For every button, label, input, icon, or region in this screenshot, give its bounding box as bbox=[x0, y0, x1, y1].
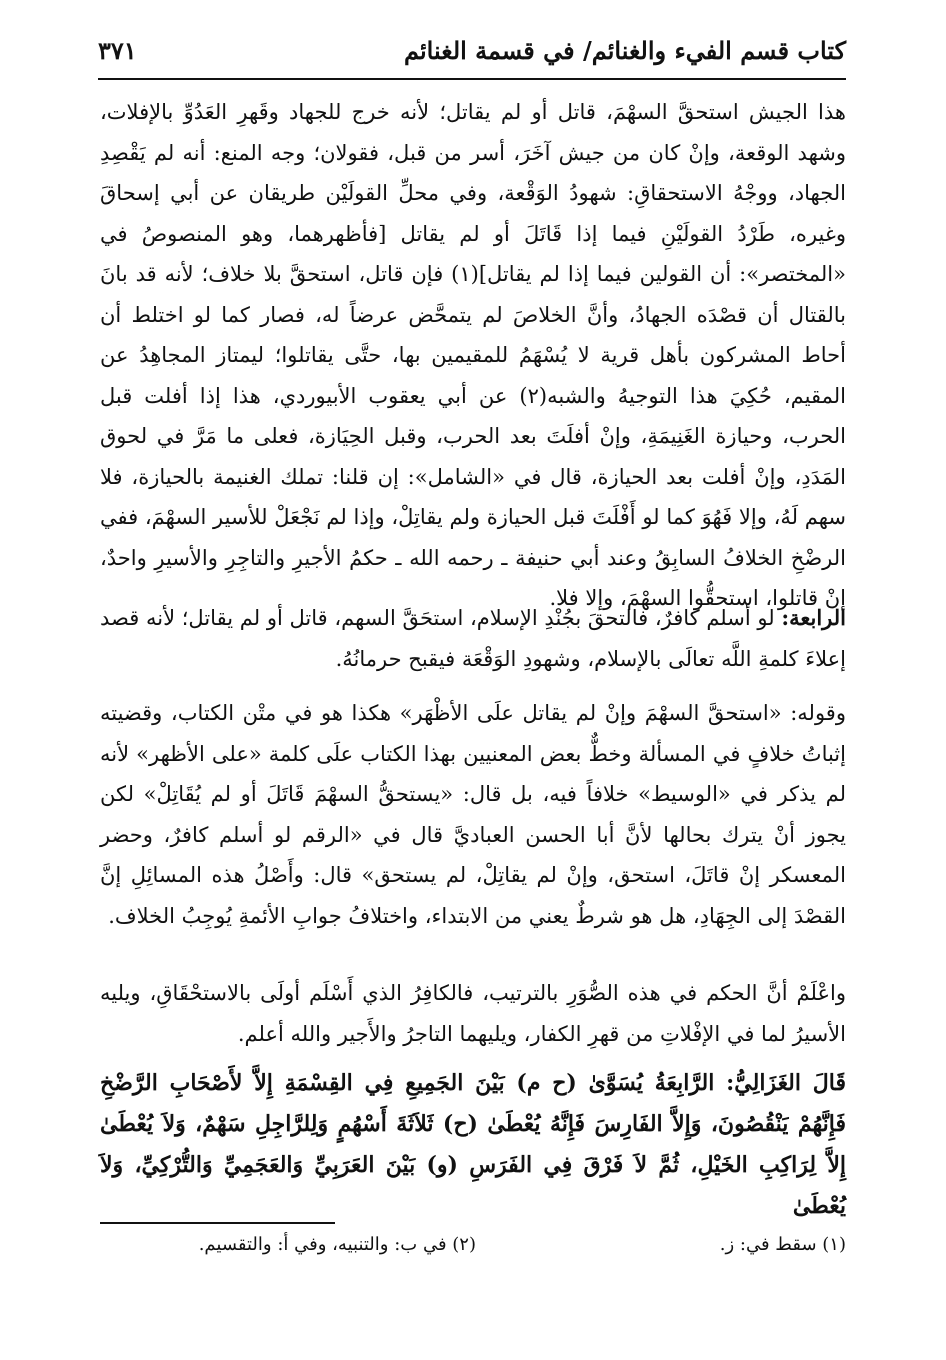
running-head: كتاب قسم الفيء والغنائم/ في قسمة الغنائم bbox=[404, 36, 846, 65]
paragraph-4: واعْلَمْ أنَّ الحكم في هذه الصُّوَرِ بالترتيب، فالكافِرُ الذي أَسْلَم أولَى بالاستحْقَاقِ، ويليه الأسيرُ لما في الإفْلاتِ من قهرِ الكفار، ويليهما التاجرُ والأَجير والله أعلم. bbox=[100, 981, 846, 1046]
footnote-1: (١) سقط في: ز. bbox=[719, 1234, 846, 1255]
paragraph-2-text: لو أسلم كافرٌ، فالتحقَ بجُنْدِ الإسلام، استحَقَّ السهم، قاتل أو لم يقاتل؛ لأنه قصد إعلاءَ كلمةِ اللَّه تعالَى بالإسلام، وشهودِ الوَقْعَة فيقبح حرمانُهُ. bbox=[100, 606, 846, 671]
footnotes bbox=[100, 1234, 846, 1264]
page-number: ٣٧١ bbox=[98, 36, 137, 65]
page-header bbox=[98, 28, 846, 80]
paragraph-2 bbox=[100, 598, 846, 679]
footnote-divider bbox=[100, 1222, 335, 1224]
paragraph-3: وقوله: «استحقَّ السهْمَ وإنْ لم يقاتل علَى الأظْهَر» هكذا هو في متْن الكتاب، وقضيته إثباتُ خلافٍ في المسألة وخطٌّ بعض المعنيين بهذا الكتاب علَى كلمة «على الأظهر» لأنه لم يذكر في «الوسيط» خلافاً فيه، بل قال: «يستحقُّ السهْمَ قَاتَلَ أو لم يُقَاتِلْ» لكن يجوز أنْ يترك بحالها لأنَّ أبا الحسن العباديَّ قال في «الرقم لو أسلم كافرٌ، وحضر المعسكر إنْ قاتَلَ، استحق، وإنْ لم يقاتِلْ، لم يستحق» قال: وأَصْلُ هذه المسائِلِ إنَّ القصْدَ إلى الجِهَادِ، هل هو شرطٌ يعني من الابتداء، واختلافُ جوابِ الأئمةِ يُوجِبُ الخلاف. bbox=[100, 701, 846, 928]
paragraph-1: هذا الجيش استحقَّ السهْمَ، قاتل أو لم يقاتل؛ لأنه خرج للجهاد وقَهرِ العَدُوِّ بالإفلات، وشهد الوقعة، وإنْ كان من جيش آخَرَ، أسر من قبل، فقولان؛ وجه المنع: أنه لم يَقْصِدِ الجهاد، ووجْهُ الاستحقاقِ: شهودُ الوَقْعة، وفي محلِّ القولَيْن طريقان عن أبي إسحاقَ وغيره، طَرْدُ القولَيْنِ فيما إذا قَاتَلَ أو لم يقاتل [فأظهرهما، وهو المنصوصُ في «المختصر»: أن القولين فيما إذا لم يقاتل](١) فإن قاتل، استحقَّ بلا خلاف؛ لأنه قد بانَ بالقتال أن قصْدَه الجهادُ، وأنَّ الخلاصَ لم يتمحَّض عرضاً له، فصار كما لو اختلط أن أحاط المشركون بأهل قرية لا يُسْهَمُ للمقيمين بها، حتَّى يقاتلوا؛ ليمتاز المجاهِدُ عن المقيم، حُكِيَ هذا التوجيهُ والشبه(٢) عن أبي يعقوب الأبيوردي، هذا إذا أفلت قبل الحرب، وحيازة الغَنِيمَةِ، وإنْ أفلَتَ بعد الحرب، وقبل الحِيَازة، فعلى ما مَرَّ في لحوق المَدَدِ، وإنْ أفلت بعد الحيازة، قال في «الشامل»: إن قلنا: تملك الغنيمة بالحيازة، فلا سهم لَهُ، وإلا فَهُوَ كما لو أَفْلَتَ قبل الحيازة ولم يقاتِلْ، وإذا لم نَجْعَلْ للأسير السهْمَ، ففي الرضْخِ الخلافُ السابِقُ وعند أبي حنيفة ـ رحمه الله ـ حكمُ الأجيرِ والتاجِرِ والأسيرِ واحدٌ، إنْ قاتلوا، استحقُّوا السهْمَ، وإلا فلا. bbox=[100, 100, 846, 610]
ghazali-quote: قَالَ الغَزَالِيُّ: الرَّابِعَةُ يُسَوَّىٰ (ح م) بَيْنَ الجَمِيعِ فِي القِسْمَةِ إِلاَّ لأَصْحَابِ الرَّضْخِ فَإِنَّهُمْ يَنْقُصُونَ، وَإِلاَّ الفَارِسَ فَإِنَّهُ يُعْطَىٰ (ح) ثَلاَثَةَ أَسْهُمٍ وَلِلرَّاجِلِ سَهْمٌ، وَلاَ يُعْطَىٰ إِلاَّ لِرَاكِبِ الخَيْلِ، ثُمَّ لاَ فَرْقَ فِي الفَرَسِ (و) بَيْنَ العَرَبِيِّ وَالعَجَمِيِّ وَالتُّرْكِيِّ، وَلاَ يُعْطَىٰ bbox=[100, 1070, 846, 1219]
paragraph-2-label: الرابعة: bbox=[781, 605, 846, 630]
footnote-2: (٢) في ب: والتنبيه، وفي أ: والتقسيم. bbox=[198, 1234, 476, 1255]
